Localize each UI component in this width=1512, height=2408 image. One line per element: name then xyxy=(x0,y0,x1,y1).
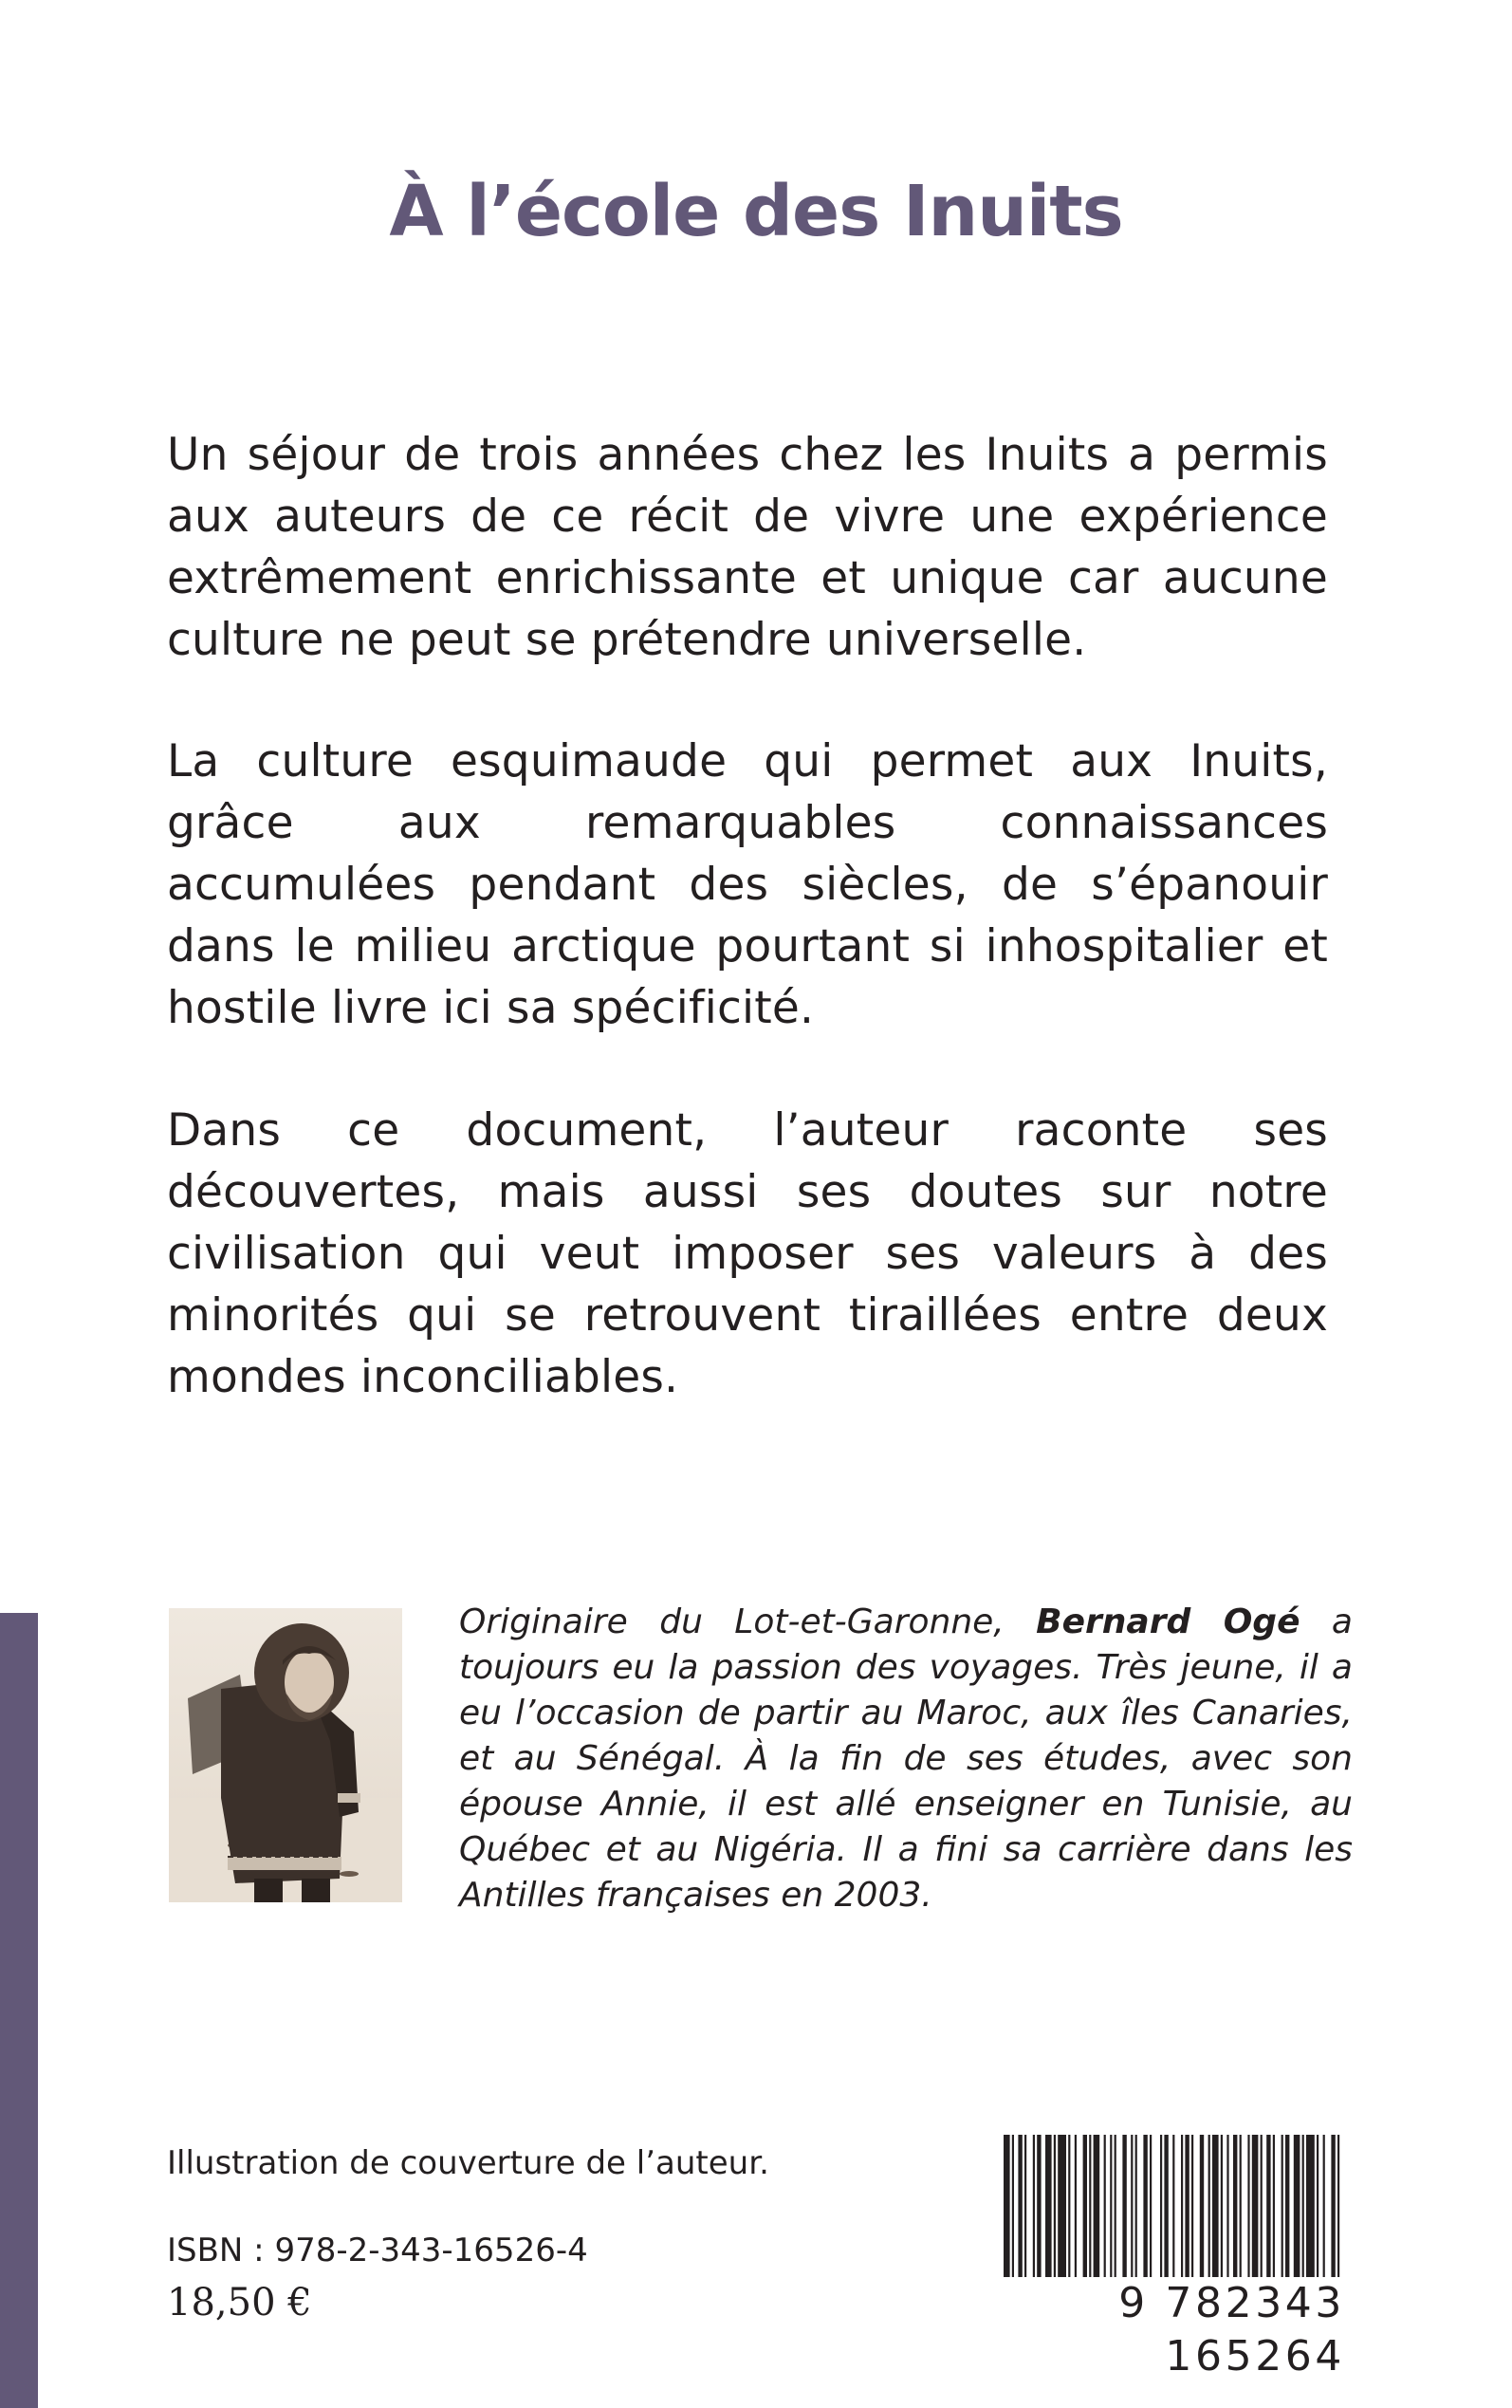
author-bio xyxy=(459,1600,1353,1918)
blurb-paragraph-3: Dans ce document, l’auteur raconte ses découvertes, mais aussi ses doutes sur notre civilisation qui veut imposer ses valeurs à des minorités qui se retrouvent tiraillées entre deux mondes inconciliables. xyxy=(167,1104,1328,1403)
barcode-digits: 9 782343 165264 xyxy=(956,2277,1345,2383)
blurb-paragraph-2: La culture esquimaude qui permet aux Inuits, grâce aux remarquables connaissances accumulées pendant des siècles, de s’épanouir dans le milieu arctique pourtant si inhospitalier et hostile livre ici sa spécificité. xyxy=(167,735,1328,1034)
bio-intro: Originaire du Lot-et-Garonne, xyxy=(459,1602,1005,1641)
author-photo xyxy=(169,1608,402,1902)
blurb-paragraph-1: Un séjour de trois années chez les Inuits a permis aux auteurs de ce récit de vivre une expérience extrêmement enrichissante et unique car aucune culture ne peut se prétendre universelle. xyxy=(167,429,1328,666)
spine-accent-bar xyxy=(0,1613,38,2408)
author-name: Bernard Ogé xyxy=(1036,1602,1300,1641)
price: 18,50 € xyxy=(167,2281,312,2325)
book-title: À l’école des Inuits xyxy=(389,171,1123,252)
isbn: ISBN : 978-2-343-16526-4 xyxy=(167,2232,588,2269)
bio-text: a toujours eu la passion des voyages. Très jeune, il a eu l’occasion de partir au Maroc, aux îles Canaries, et au Sénégal. À la fin de ses études, avec son épouse Annie, il est allé enseigner en Tunisie, au Québec et au Nigéria. Il a fini sa carrière dans les Antilles françaises en 2003. xyxy=(459,1602,1353,1915)
cover-illustration-credit: Illustration de couverture de l’auteur. xyxy=(167,2144,769,2182)
